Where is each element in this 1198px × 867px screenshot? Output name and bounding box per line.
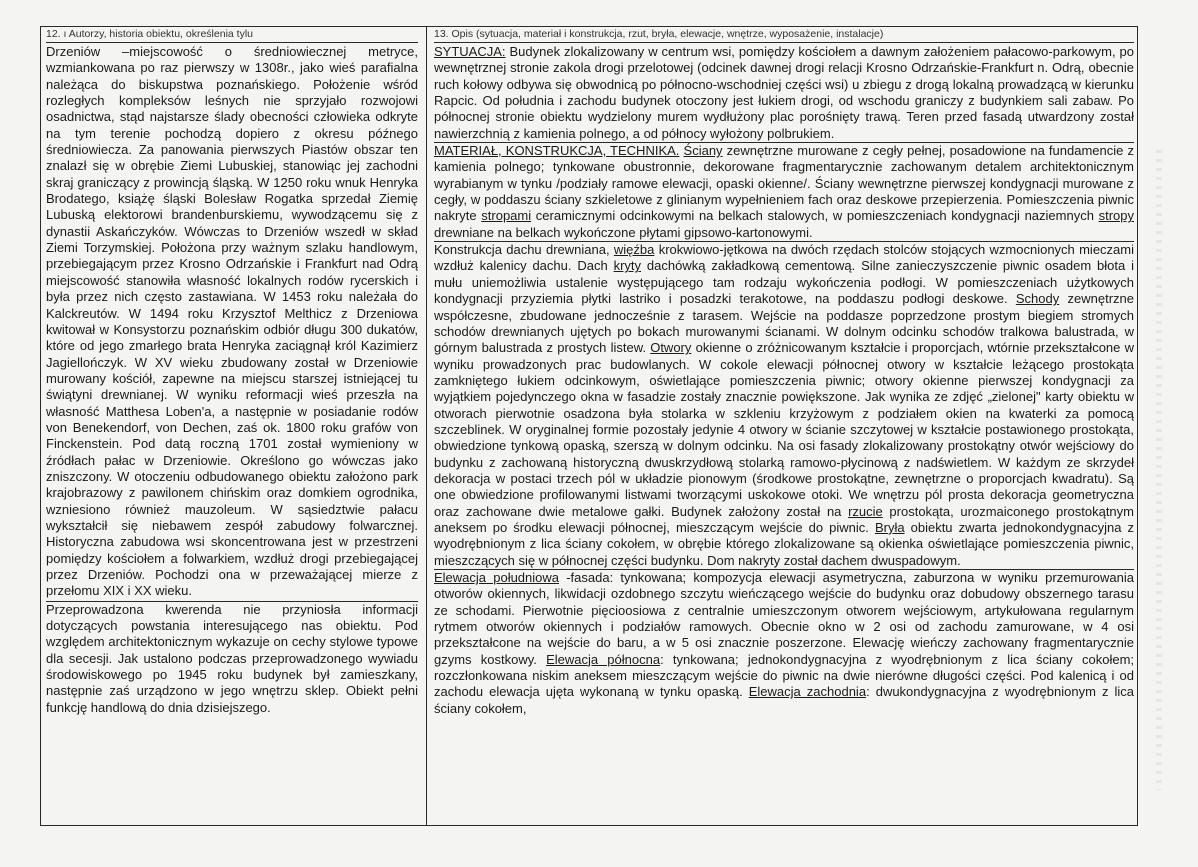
stairs-label: Schody [1015,291,1060,307]
situation-label: SYTUACJA: [434,44,506,59]
construction-text-1: Konstrukcja dachu drewniana, [434,242,614,258]
history-column [46,28,418,824]
elevation-text-1: -fasada: tynkowana; kompozycja elewacji asymetryczna, zaburzona w wyniku przemurowania otworów okiennych, likwidacji ozdobnego szczytu wieńczącego wejście do budynku oraz dobudowy obszernego tarasu ze schodami. Pierwotnie pięcioosiowa z centralnie umieszczonym otworem wejściowym, artykułowana regularnym rytmem otworów okiennych i podziałów ramowych. Obecnie okno w 2 osi od zachodu zamurowane, w 4 osi przekształcone na wejście do baru, a w 5 osi znacznie poszerzone. Elewację wieńczy zachowany fragmentarycznie gzyms kostkowy. [434,570,1134,667]
construction-text-4: zewnętrzne współczesne, zbudowane jednocześnie z tarasem. Wejście na poddasze poprzedzone prostym biegiem stromych schodów drewnianych ujętych po bokach murowanymi ścianami. W dolnym odcinku schodów tralkowa balustrada, w górnym balustrada z prostych listew. [434,291,1134,356]
situation-paragraph [434,44,1134,142]
south-elevation-label: Elewacja południowa [434,570,560,585]
history-column-header: 12. ı Autorzy, historia obiektu, określenia tylu [46,28,418,43]
construction-paragraph [434,241,1134,569]
elevation-text-3: : dwukondygnacyjna z wyodrębnionym z lica ściany cokołem, [434,684,1134,716]
roofing-label: kryty [613,258,642,274]
walls-label: Ściany [683,143,723,159]
construction-text-7: obiektu zwarta jednokondygnacyjna z wyodrębnionym z lica ściany cokołem, w obrębie którego zlokalizowane są okienka oświetlające pomieszczenia piwnic, mieszczących się w północnej części budynku. Dom nakryty został dachem dwuspadowym. [434,519,1134,568]
history-text [46,44,418,716]
elevation-text-2: : tynkowana; jednokondygnacyjna z wyodrębnionym z lica ściany cokołem; rozczłonkowana niskim aneksem mieszczącym wejście do piwnic na dwie nierówne długości części. Pod kalenicą i od zachodu elewacja ujęta wykonaną w tynku opaską. [434,651,1135,700]
material-label: MATERIAŁ, KONSTRUKCJA, TECHNIKA. [434,143,680,159]
ceilings-label: stropami [481,208,532,224]
roof-truss-label: więźba [613,242,655,258]
construction-text-3: dachówką zakładkową cementową. Silne zanieczyszczenie piwnic osadem błota i mułu uniemożliwia ustalenie występującego tam rodzaju wykończenia podłogi. W pomieszczeniach użytkowych kondygnacji przyziemia płytki lastriko i posadzki terakotowe, na poddaszu podłogi deskowe. [434,258,1135,307]
plan-label: rzucie [848,503,883,519]
situation-text: Budynek zlokalizowany w centrum wsi, pomiędzy kościołem a dawnym założeniem pałacowo-parkowym, po wewnętrznej stronie zakola drogi przelotowej (odcinek dawnej drogi relacji Krosno Odrzańskie-Frankfurt n. Odrą, obecnie ruch kołowy odbywa się obwodnicą po północno-wschodniej części wsi) u zbiegu z drogą lokalną prowadzącą w kierunku Rapcic. Od południa i zachodu budynek otoczony jest łukiem drogi, od wschodu graniczy z budynkiem sali zabaw. Po północnej stronie obiektu wydzielony murem wydłużony plac porośnięty trawą. Teren przed fasadą utwardzony został nawierzchnią z kamienia polnego, a od północy wyłożony polbrukiem. [434,44,1134,141]
ceilings-label-2: stropy [1098,208,1134,224]
material-text-2: ceramicznymi odcinkowymi na belkach stalowych, w pomieszczeniach kondygnacji naziemnych [531,208,1099,224]
description-column [434,28,1134,824]
north-elevation-label: Elewacja północna [546,651,661,667]
west-elevation-label: Elewacja zachodnia [748,684,867,700]
history-paragraph-2: Przeprowadzona kwerenda nie przyniosła informacji dotyczących powstania interesującego nas obiektu. Pod względem architektonicznym wykazuje on cechy stylowe typowe dla secesji. Jak ustalono podczas przeprowadzonego wywiadu środowiskowego po 1945 roku budynek był zamieszkany, następnie zaś urządzono w jego wnętrzu sklep. Obiekt pełni funkcję handlową do dnia dzisiejszego. [46,601,418,715]
construction-text-6: prostokąta, urozmaiconego prostokątnym aneksem po środku elewacji północnej, mieszczącym wejście do piwnic. [434,503,1134,535]
construction-text-2: krokwiowo-jętkowa na dwóch rzędach stolców stojących wzmocnionych mieczami wzdłuż kalenicy dachu. Dach [434,242,1134,274]
elevations-paragraph [434,569,1134,717]
description-text [434,44,1134,717]
massing-label: Bryła [874,519,905,535]
openings-label: Otwory [650,340,692,356]
scan-artifact [1156,150,1162,790]
material-paragraph [434,142,1134,241]
construction-text-5: okienne o zróżnicowanym kształcie i proporcjach, wtórnie przekształcone w wyniku prowadzonych prac budowlanych. W cokole elewacji północnej otwory w kształcie leżącego prostokąta zamkniętego łukiem odcinkowym, oświetlające pomieszczenia piwnic; otwory okienne pierwszej kondygnacji za wyjątkiem pojedynczego okna w fasadzie zostały znacznie powiększone. Jak wynika ze zdjęć „zielonej" karty obiektu w otworach pierwotnie osadzona była stolarka w szkleniu krzyżowym z podziałem okien na kwaterki za pomocą szczeblinek. W oryginalnej formie pozostały jedynie 4 otwory w ścianie szczytowej w kształcie postawionego prostokąta, obwiedzione tynkową opaską, szerszą w dolnym odcinku. Na osi fasady zlokalizowany prostokątny otwór wejściowy do budynku z zachowaną historyczną dwuskrzydłową stolarką ramowo-płycinową z nadświetlem. W każdym ze skrzydeł dekoracja w postaci trzech pól w układzie pionowym (środkowe prostokątne, zewnętrzne o proporcjach kwadratu). Są one obwiedzione profilowanymi listwami tworzącymi uskokowe otoki. We wnętrzu pól prosta dekoracja geometryczna oraz zachowane dwie metalowe gałki. Budynek założony został na [434,340,1134,519]
material-text-3: drewniane na belkach wykończone płytami gipsowo-kartonowymi. [434,224,813,240]
column-divider [426,26,427,826]
material-text-1: zewnętrzne murowane z cegły pełnej, posadowione na fundamencie z kamienia polnego; tynkowane obustronnie, dekorowane fragmentarycznie zachowanym detalem architektonicznym wyrabianym w tynku /podziały ramowe elewacji, opaski okienne/. Ściany wewnętrzne pierwszej kondygnacji murowane z cegły, w poddaszu ściany szkieletowe z glinianym wypełnieniem fach oraz deskowe przepierzenia. Pomieszczenia piwnic nakryte [434,143,1134,224]
description-column-header: 13. Opis (sytuacja, materiał i konstrukcja, rzut, bryła, elewacje, wnętrze, wyposażenie, instalacje) [434,28,1134,43]
history-paragraph-1: Drzeniów –miejscowość o średniowiecznej metryce, wzmiankowana po raz pierwszy w 1308r., jako wieś parafialna należąca do biskupstwa poznańskiego. Położenie wśród rozległych kompleksów leśnych nie sprzyjało rozwojowi osadnictwa, stąd najstarsze ślady obecności człowieka odkryte na tym terenie pochodzą dopiero z okresu późnego średniowiecza. Za panowania pierwszych Piastów obszar ten znalazł się w obrębie Ziemi Lubuskiej, stanowiąc jej zachodni skraj graniczący z prowincją śląską. W 1250 roku wnuk Henryka Brodatego, książę śląski Bolesław Rogatka sprzedał Ziemię Lubuską elektorowi brandenburskiemu, wywodzącemu się z dynastii Askańczyków. Wówczas to Drzeniów wszedł w skład Ziemi Torzymskiej. Położona przy ważnym szlaku handlowym, przebiegającym przez Krosno Odrzańskie i Frankfurt nad Odrą miejscowość stanowiła własność lokalnych rodów rycerskich i była przez nich często zastawiana. W 1453 roku należała do Kalckreutów. W 1494 roku Krzysztof Melthicz z Drzeniowa kwitował w Konsystorzu poznańskim odbiór długu 300 dukatów, które od jego zmarłego brata Henryka zaciągnął król Kazimierz Jagiellończyk. W XV wieku zbudowany został w Drzeniowie murowany kościół, zapewne na miejscu starszej istniejącej tu świątyni drewnianej. W wyniku reformacji wieś przeszła na własność Matthesa Loben'a, a następnie w posiadanie rodów von Benekendorf, von Dechen, zaś ok. 1800 roku grafów von Finckenstein. Pod datą roczną 1701 został wymieniony w źródłach pałac w Drzeniowie. Określono go wówczas jako zniszczony. W otoczeniu odbudowanego obiektu założono park krajobrazowy z pawilonem chińskim oraz domkiem ogrodnika, wzniesiono również mauzoleum. W sąsiedztwie pałacu wykształcił się niebawem zespół zabudowy folwarcznej. Historyczna zabudowa wsi skoncentrowana jest w przestrzeni pomiędzy kościołem a folwarkiem, wzdłuż drogi przebiegającej przez Drzeniów. Pochodzi ona w przeważającej mierze z przełomu XIX i XX wieku. [46,44,418,599]
